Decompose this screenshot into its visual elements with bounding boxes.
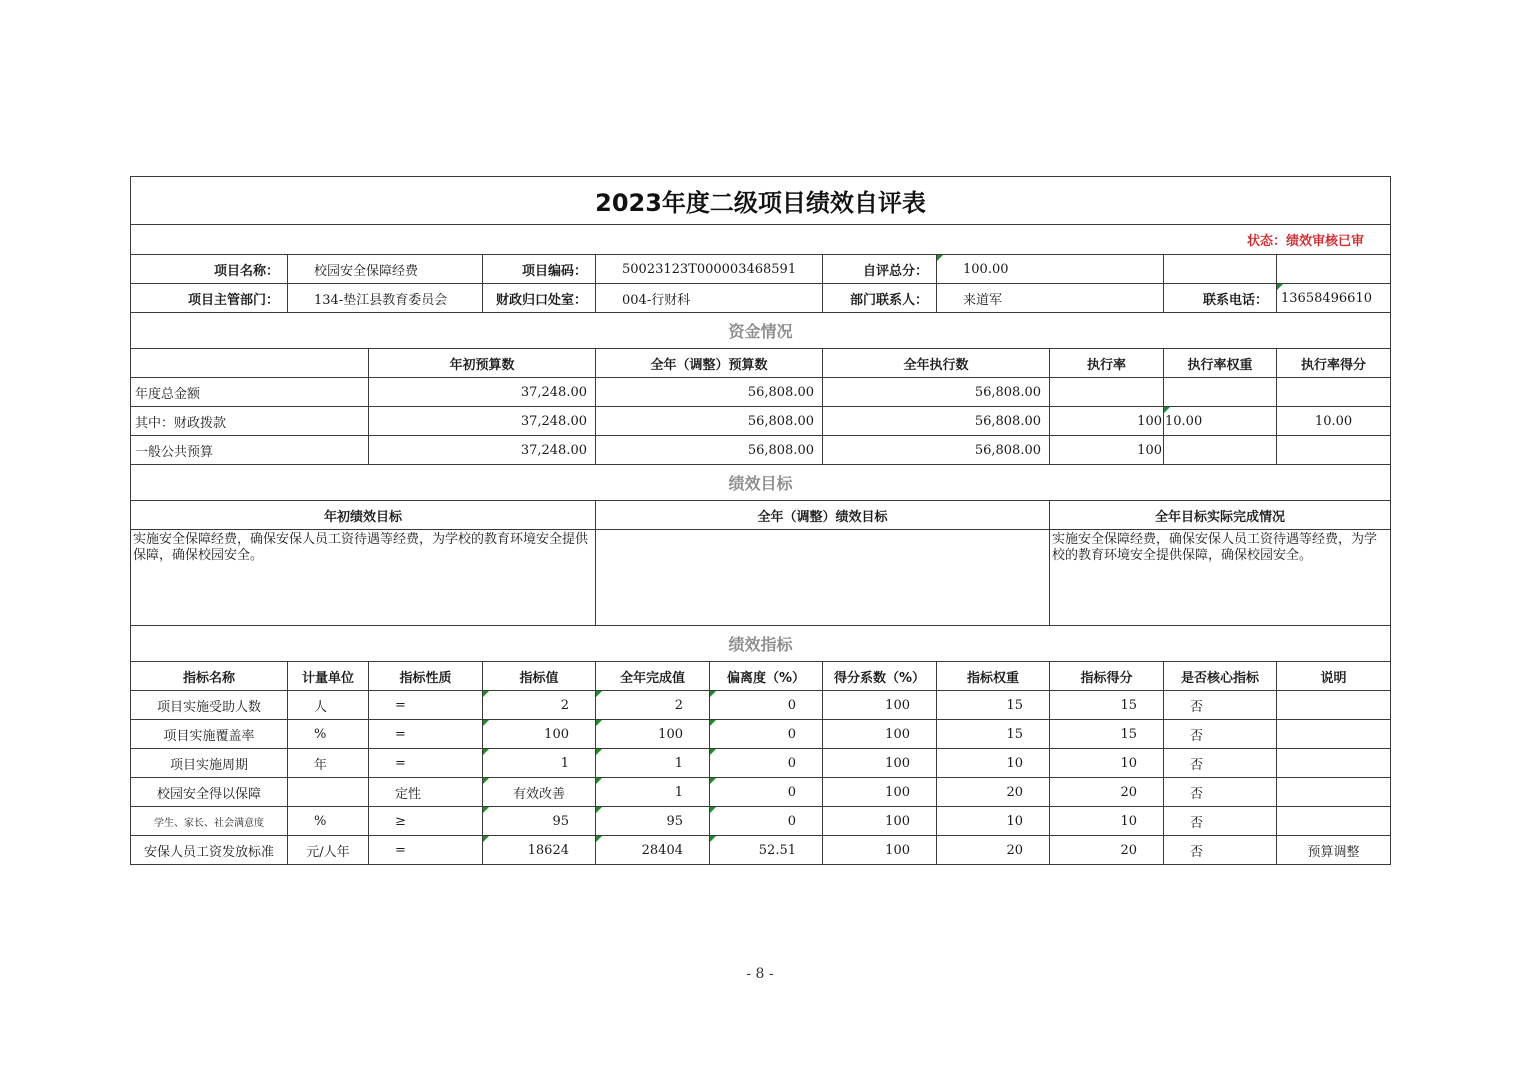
- ind-nature: ≥: [369, 807, 483, 836]
- project-code-value: 50023123T000003468591: [596, 255, 823, 284]
- ind-weight: 10: [937, 749, 1050, 778]
- funds-row-executed: 56,808.00: [823, 378, 1050, 407]
- ind-score: 10: [1050, 807, 1164, 836]
- funds-row-name: 其中：财政拨款: [131, 407, 369, 436]
- ind-deviation: 0: [710, 778, 823, 807]
- finance-office-label: 财政归口处室：: [483, 284, 596, 313]
- ind-header-unit: 计量单位: [288, 662, 369, 691]
- funds-row-initial: 37,248.00: [369, 436, 596, 465]
- ind-unit: %: [288, 807, 369, 836]
- ind-header-core: 是否核心指标: [1164, 662, 1277, 691]
- ind-score: 20: [1050, 778, 1164, 807]
- ind-coef: 100: [823, 836, 937, 865]
- contact-value: 来道军: [937, 284, 1164, 313]
- ind-name: 项目实施覆盖率: [131, 720, 288, 749]
- funds-row-name: 一般公共预算: [131, 436, 369, 465]
- empty-cell: [1277, 255, 1391, 284]
- table-row: [131, 749, 1391, 778]
- goals-header-actual: 全年目标实际完成情况: [1050, 501, 1391, 530]
- finance-office-value: 004-行财科: [596, 284, 823, 313]
- table-row: [131, 807, 1391, 836]
- ind-header-score: 指标得分: [1050, 662, 1164, 691]
- ind-deviation: 0: [710, 720, 823, 749]
- ind-score: 20: [1050, 836, 1164, 865]
- ind-header-nature: 指标性质: [369, 662, 483, 691]
- funds-row-executed: 56,808.00: [823, 407, 1050, 436]
- funds-header-initial: 年初预算数: [369, 349, 596, 378]
- ind-nature: 定性: [369, 778, 483, 807]
- ind-actual: 28404: [596, 836, 710, 865]
- ind-note: [1277, 720, 1391, 749]
- ind-name: 安保人员工资发放标准: [131, 836, 288, 865]
- ind-target: 100: [483, 720, 596, 749]
- ind-nature: =: [369, 749, 483, 778]
- ind-note: [1277, 778, 1391, 807]
- phone-value: 13658496610: [1277, 284, 1391, 313]
- goals-header-adjusted: 全年（调整）绩效目标: [596, 501, 1050, 530]
- ind-nature: =: [369, 691, 483, 720]
- funds-header-weight: 执行率权重: [1164, 349, 1277, 378]
- ind-nature: =: [369, 720, 483, 749]
- ind-deviation: 52.51: [710, 836, 823, 865]
- table-row: [131, 691, 1391, 720]
- ind-unit: 年: [288, 749, 369, 778]
- ind-nature: =: [369, 836, 483, 865]
- ind-unit: 人: [288, 691, 369, 720]
- funds-header-rate: 执行率: [1050, 349, 1164, 378]
- ind-actual: 100: [596, 720, 710, 749]
- funds-row-rate: 100: [1050, 407, 1164, 436]
- ind-header-deviation: 偏离度（%）: [710, 662, 823, 691]
- project-code-label: 项目编码：: [483, 255, 596, 284]
- ind-core: 否: [1164, 778, 1277, 807]
- ind-coef: 100: [823, 691, 937, 720]
- ind-core: 否: [1164, 807, 1277, 836]
- ind-name: 学生、家长、社会满意度: [131, 807, 288, 836]
- ind-header-actual: 全年完成值: [596, 662, 710, 691]
- evaluation-sheet: [130, 176, 1390, 865]
- ind-score: 15: [1050, 691, 1164, 720]
- ind-note: [1277, 807, 1391, 836]
- ind-header-note: 说明: [1277, 662, 1391, 691]
- ind-unit: [288, 778, 369, 807]
- table-row: [131, 436, 1391, 465]
- ind-core: 否: [1164, 720, 1277, 749]
- ind-score: 15: [1050, 720, 1164, 749]
- funds-row-score: 10.00: [1277, 407, 1391, 436]
- funds-row-initial: 37,248.00: [369, 407, 596, 436]
- funds-section-title: 资金情况: [131, 313, 1391, 349]
- ind-name: 校园安全得以保障: [131, 778, 288, 807]
- funds-header-adjusted: 全年（调整）预算数: [596, 349, 823, 378]
- table-row: [131, 836, 1391, 865]
- ind-target: 2: [483, 691, 596, 720]
- ind-note: [1277, 749, 1391, 778]
- goals-adjusted-text: [596, 530, 1050, 626]
- dept-label: 项目主管部门：: [131, 284, 288, 313]
- ind-coef: 100: [823, 749, 937, 778]
- ind-deviation: 0: [710, 691, 823, 720]
- ind-name: 项目实施受助人数: [131, 691, 288, 720]
- ind-note: [1277, 691, 1391, 720]
- ind-core: 否: [1164, 749, 1277, 778]
- funds-row-score: [1277, 436, 1391, 465]
- page-title: 2023年度二级项目绩效自评表: [131, 177, 1391, 225]
- ind-target: 18624: [483, 836, 596, 865]
- status-badge: 状态：绩效审核已审: [131, 225, 1391, 255]
- ind-actual: 95: [596, 807, 710, 836]
- ind-unit: %: [288, 720, 369, 749]
- phone-label: 联系电话：: [1164, 284, 1277, 313]
- ind-weight: 15: [937, 720, 1050, 749]
- table-row: [131, 378, 1391, 407]
- table-row: [131, 407, 1391, 436]
- funds-row-weight: [1164, 436, 1277, 465]
- funds-header-executed: 全年执行数: [823, 349, 1050, 378]
- table-row: [131, 778, 1391, 807]
- funds-row-rate: [1050, 378, 1164, 407]
- ind-name: 项目实施周期: [131, 749, 288, 778]
- goals-actual-text: 实施安全保障经费，确保安保人员工资待遇等经费，为学校的教育环境安全提供保障，确保校园安全。: [1050, 530, 1391, 626]
- indicators-section-title: 绩效指标: [131, 626, 1391, 662]
- ind-header-target: 指标值: [483, 662, 596, 691]
- goals-section-title: 绩效目标: [131, 465, 1391, 501]
- funds-row-score: [1277, 378, 1391, 407]
- funds-row-rate: 100: [1050, 436, 1164, 465]
- page-number: - 8 -: [746, 966, 774, 982]
- ind-deviation: 0: [710, 807, 823, 836]
- ind-actual: 2: [596, 691, 710, 720]
- ind-deviation: 0: [710, 749, 823, 778]
- funds-row-adjusted: 56,808.00: [596, 407, 823, 436]
- funds-header-blank: [131, 349, 369, 378]
- ind-target: 95: [483, 807, 596, 836]
- funds-header-score: 执行率得分: [1277, 349, 1391, 378]
- ind-header-weight: 指标权重: [937, 662, 1050, 691]
- funds-row-weight: [1164, 378, 1277, 407]
- funds-row-name: 年度总金额: [131, 378, 369, 407]
- ind-coef: 100: [823, 720, 937, 749]
- ind-coef: 100: [823, 778, 937, 807]
- ind-target: 有效改善: [483, 778, 596, 807]
- total-score-value: 100.00: [937, 255, 1164, 284]
- ind-weight: 20: [937, 778, 1050, 807]
- funds-row-adjusted: 56,808.00: [596, 378, 823, 407]
- ind-weight: 10: [937, 807, 1050, 836]
- empty-cell: [1164, 255, 1277, 284]
- funds-row-weight: 10.00: [1164, 407, 1277, 436]
- funds-row-adjusted: 56,808.00: [596, 436, 823, 465]
- ind-coef: 100: [823, 807, 937, 836]
- goals-initial-text: 实施安全保障经费，确保安保人员工资待遇等经费，为学校的教育环境安全提供保障，确保校园安全。: [131, 530, 596, 626]
- ind-note: 预算调整: [1277, 836, 1391, 865]
- ind-actual: 1: [596, 778, 710, 807]
- ind-core: 否: [1164, 691, 1277, 720]
- contact-label: 部门联系人：: [823, 284, 937, 313]
- funds-row-executed: 56,808.00: [823, 436, 1050, 465]
- ind-core: 否: [1164, 836, 1277, 865]
- ind-unit: 元/人年: [288, 836, 369, 865]
- ind-actual: 1: [596, 749, 710, 778]
- table-row: [131, 720, 1391, 749]
- funds-row-initial: 37,248.00: [369, 378, 596, 407]
- evaluation-table: [130, 176, 1391, 865]
- ind-header-name: 指标名称: [131, 662, 288, 691]
- ind-score: 10: [1050, 749, 1164, 778]
- project-name-value: 校园安全保障经费: [288, 255, 483, 284]
- ind-header-coef: 得分系数（%）: [823, 662, 937, 691]
- ind-target: 1: [483, 749, 596, 778]
- total-score-label: 自评总分：: [823, 255, 937, 284]
- goals-header-initial: 年初绩效目标: [131, 501, 596, 530]
- ind-weight: 15: [937, 691, 1050, 720]
- ind-weight: 20: [937, 836, 1050, 865]
- dept-value: 134-垫江县教育委员会: [288, 284, 483, 313]
- project-name-label: 项目名称：: [131, 255, 288, 284]
